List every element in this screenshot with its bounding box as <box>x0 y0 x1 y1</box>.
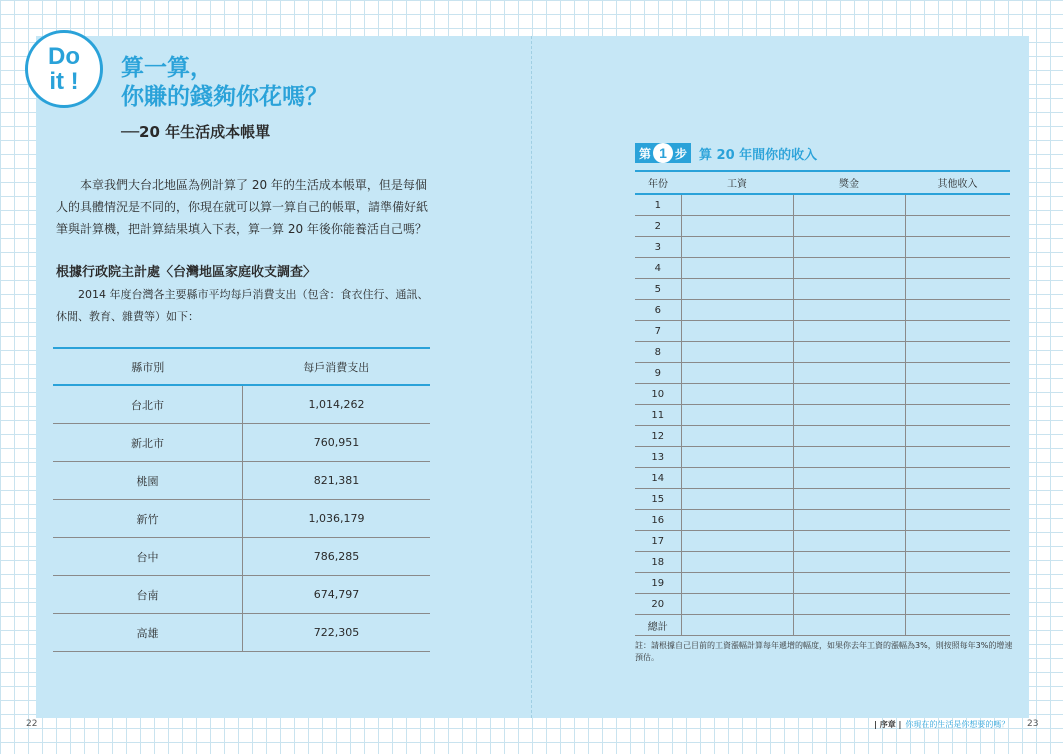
city-name-cell: 台中 <box>53 538 243 576</box>
do-it-badge <box>25 30 103 108</box>
year-column-header: 年份 <box>635 171 681 194</box>
other-income-column-header: 其他收入 <box>905 171 1010 194</box>
year-cell: 15 <box>635 489 681 510</box>
year-cell: 2 <box>635 216 681 237</box>
bonus-entry-cell[interactable] <box>793 279 905 300</box>
income-table-row <box>635 216 1010 237</box>
year-cell: 3 <box>635 237 681 258</box>
income-table-row <box>635 510 1010 531</box>
income-table-row <box>635 279 1010 300</box>
wage-entry-cell[interactable] <box>681 279 793 300</box>
expense-value-cell: 786,285 <box>243 538 431 576</box>
left-page-number: 22 <box>26 719 38 729</box>
income-table-header-row <box>635 171 1010 194</box>
city-table-row <box>53 462 430 500</box>
other-income-entry-cell[interactable] <box>905 552 1010 573</box>
other-income-entry-cell[interactable] <box>905 194 1010 216</box>
page-title <box>121 54 328 112</box>
year-cell: 1 <box>635 194 681 216</box>
year-cell: 5 <box>635 279 681 300</box>
wage-entry-cell[interactable] <box>681 384 793 405</box>
footer-chapter-title: 你現在的生活是你想要的嗎？ <box>905 720 1010 729</box>
year-cell: 總計 <box>635 615 681 636</box>
step-1-heading <box>635 143 817 163</box>
city-name-cell: 桃園 <box>53 462 243 500</box>
income-table-row <box>635 615 1010 636</box>
other-income-entry-cell[interactable] <box>905 573 1010 594</box>
bonus-entry-cell[interactable] <box>793 489 905 510</box>
other-income-entry-cell[interactable] <box>905 489 1010 510</box>
year-cell: 20 <box>635 594 681 615</box>
bonus-entry-cell[interactable] <box>793 363 905 384</box>
source-note: 2014 年度台灣各主要縣市平均每戶消費支出（包含：食衣住行、通訊、休閒、教育、雜費等）如下： <box>56 288 429 323</box>
other-income-entry-cell[interactable] <box>905 342 1010 363</box>
income-table-row <box>635 468 1010 489</box>
year-cell: 6 <box>635 300 681 321</box>
expense-value-cell: 821,381 <box>243 462 431 500</box>
wage-entry-cell[interactable] <box>681 300 793 321</box>
wage-entry-cell[interactable] <box>681 594 793 615</box>
expense-value-cell: 722,305 <box>243 614 431 652</box>
wage-entry-cell[interactable] <box>681 447 793 468</box>
other-income-entry-cell[interactable] <box>905 426 1010 447</box>
bonus-column-header: 獎金 <box>793 171 905 194</box>
other-income-entry-cell[interactable] <box>905 300 1010 321</box>
bonus-entry-cell[interactable] <box>793 237 905 258</box>
bonus-entry-cell[interactable] <box>793 573 905 594</box>
city-name-cell: 新北市 <box>53 424 243 462</box>
expense-value-cell: 760,951 <box>243 424 431 462</box>
other-income-entry-cell[interactable] <box>905 216 1010 237</box>
wage-entry-cell[interactable] <box>681 468 793 489</box>
year-cell: 17 <box>635 531 681 552</box>
running-footer <box>874 719 1009 730</box>
other-income-entry-cell[interactable] <box>905 531 1010 552</box>
wage-entry-cell[interactable] <box>681 342 793 363</box>
intro-paragraph: 本章我們大台北地區為例計算了 20 年的生活成本帳單，但是每個人的具體情況是不同的，你現在就可以算一算自己的帳單，請準備好紙筆與計算機，把計算結果填入下表，算一算 20 年後你能養活自己嗎？ <box>56 178 429 236</box>
wage-entry-cell[interactable] <box>681 363 793 384</box>
step-suffix: 步 <box>675 146 688 161</box>
title-line-1: 算一算， <box>121 55 213 81</box>
footer-section: | 序章 | <box>874 720 902 729</box>
wage-entry-cell[interactable] <box>681 510 793 531</box>
year-cell: 14 <box>635 468 681 489</box>
right-page-number: 23 <box>1027 719 1039 729</box>
other-income-entry-cell[interactable] <box>905 321 1010 342</box>
other-income-entry-cell[interactable] <box>905 405 1010 426</box>
bonus-entry-cell[interactable] <box>793 258 905 279</box>
city-table-row <box>53 424 430 462</box>
bonus-entry-cell[interactable] <box>793 194 905 216</box>
year-cell: 11 <box>635 405 681 426</box>
bonus-entry-cell[interactable] <box>793 216 905 237</box>
city-name-cell: 台北市 <box>53 385 243 424</box>
footnote: 註：請根據自己目前的工資漲幅計算每年遞增的幅度，如果你去年工資的漲幅為3%，則按照每年3%的增速預估。 <box>635 641 1013 662</box>
income-table-row <box>635 447 1010 468</box>
step-prefix: 第 <box>639 146 652 161</box>
income-table-row <box>635 258 1010 279</box>
wage-entry-cell[interactable] <box>681 216 793 237</box>
income-table-row <box>635 321 1010 342</box>
wage-column-header: 工資 <box>681 171 793 194</box>
other-income-entry-cell[interactable] <box>905 237 1010 258</box>
bonus-entry-cell[interactable] <box>793 594 905 615</box>
bonus-entry-cell[interactable] <box>793 384 905 405</box>
badge-line-2: it ! <box>49 68 79 95</box>
bonus-entry-cell[interactable] <box>793 552 905 573</box>
bonus-entry-cell[interactable] <box>793 468 905 489</box>
bonus-entry-cell[interactable] <box>793 531 905 552</box>
bonus-entry-cell[interactable] <box>793 426 905 447</box>
city-name-cell: 高雄 <box>53 614 243 652</box>
step-badge <box>635 143 691 163</box>
other-income-entry-cell[interactable] <box>905 384 1010 405</box>
year-cell: 4 <box>635 258 681 279</box>
bonus-entry-cell[interactable] <box>793 300 905 321</box>
city-table-row <box>53 385 430 424</box>
income-table-row <box>635 384 1010 405</box>
other-income-entry-cell[interactable] <box>905 279 1010 300</box>
page-subtitle: ──20 年生活成本帳單 <box>121 123 271 141</box>
title-line-2: 你賺的錢夠你花嗎？ <box>121 84 328 110</box>
year-cell: 16 <box>635 510 681 531</box>
year-cell: 7 <box>635 321 681 342</box>
wage-entry-cell[interactable] <box>681 531 793 552</box>
city-expense-table <box>53 347 430 652</box>
wage-entry-cell[interactable] <box>681 552 793 573</box>
city-name-cell: 新竹 <box>53 500 243 538</box>
wage-entry-cell[interactable] <box>681 194 793 216</box>
other-income-entry-cell[interactable] <box>905 510 1010 531</box>
badge-line-1: Do <box>48 43 80 70</box>
source-heading: 根據行政院主計處〈台灣地區家庭收支調查〉 <box>56 265 317 280</box>
expense-value-cell: 1,036,179 <box>243 500 431 538</box>
city-column-header: 縣市別 <box>53 348 243 385</box>
expense-value-cell: 674,797 <box>243 576 431 614</box>
year-cell: 12 <box>635 426 681 447</box>
city-table-row <box>53 576 430 614</box>
other-income-entry-cell[interactable] <box>905 447 1010 468</box>
bonus-entry-cell[interactable] <box>793 510 905 531</box>
step-title: 算 20 年間你的收入 <box>699 147 818 163</box>
year-cell: 19 <box>635 573 681 594</box>
wage-entry-cell[interactable] <box>681 237 793 258</box>
income-table-row <box>635 300 1010 321</box>
wage-entry-cell[interactable] <box>681 489 793 510</box>
wage-entry-cell[interactable] <box>681 426 793 447</box>
city-name-cell: 台南 <box>53 576 243 614</box>
bonus-entry-cell[interactable] <box>793 405 905 426</box>
income-table-row <box>635 426 1010 447</box>
other-income-entry-cell[interactable] <box>905 363 1010 384</box>
city-table-row <box>53 538 430 576</box>
year-cell: 13 <box>635 447 681 468</box>
wage-entry-cell[interactable] <box>681 321 793 342</box>
wage-entry-cell[interactable] <box>681 573 793 594</box>
year-cell: 8 <box>635 342 681 363</box>
expense-column-header: 每戶消費支出 <box>243 348 431 385</box>
income-table <box>635 170 1010 636</box>
wage-entry-cell[interactable] <box>681 258 793 279</box>
bonus-entry-cell[interactable] <box>793 321 905 342</box>
other-income-entry-cell[interactable] <box>905 258 1010 279</box>
year-cell: 10 <box>635 384 681 405</box>
income-table-row <box>635 405 1010 426</box>
year-cell: 9 <box>635 363 681 384</box>
other-income-entry-cell[interactable] <box>905 468 1010 489</box>
bonus-entry-cell[interactable] <box>793 342 905 363</box>
city-table-row <box>53 500 430 538</box>
income-table-row <box>635 552 1010 573</box>
year-cell: 18 <box>635 552 681 573</box>
other-income-entry-cell[interactable] <box>905 615 1010 636</box>
wage-entry-cell[interactable] <box>681 405 793 426</box>
income-table-row <box>635 237 1010 258</box>
income-table-row <box>635 363 1010 384</box>
city-table-header-row <box>53 348 430 385</box>
wage-entry-cell[interactable] <box>681 615 793 636</box>
income-table-row <box>635 594 1010 615</box>
income-table-row <box>635 194 1010 216</box>
income-table-row <box>635 573 1010 594</box>
bonus-entry-cell[interactable] <box>793 615 905 636</box>
city-table-row <box>53 614 430 652</box>
other-income-entry-cell[interactable] <box>905 594 1010 615</box>
income-table-row <box>635 531 1010 552</box>
page-divider <box>531 36 532 718</box>
income-table-row <box>635 342 1010 363</box>
bonus-entry-cell[interactable] <box>793 447 905 468</box>
income-table-row <box>635 489 1010 510</box>
expense-value-cell: 1,014,262 <box>243 385 431 424</box>
step-number: 1 <box>653 143 673 163</box>
